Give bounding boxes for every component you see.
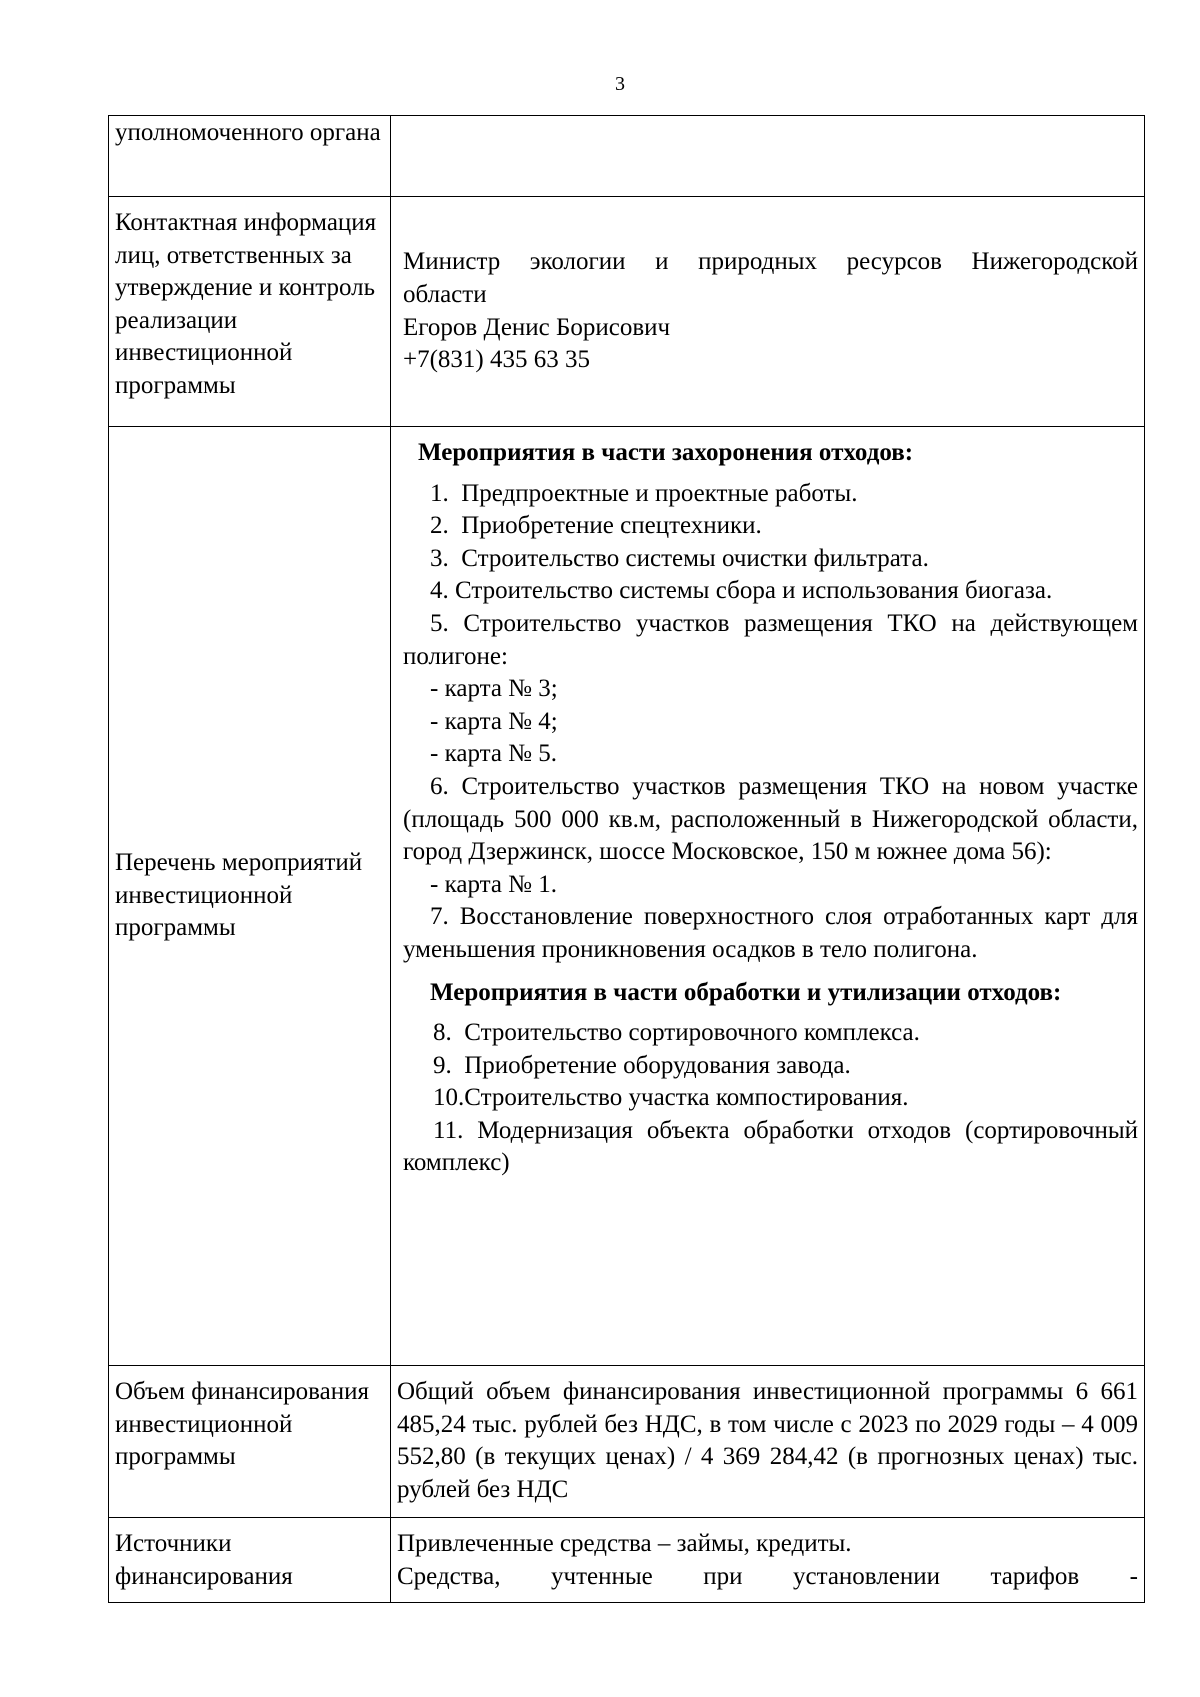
- row-label-cell: [109, 427, 391, 1366]
- section-heading: Мероприятия в части обработки и утилизации отходов:: [430, 978, 1062, 1006]
- section-heading: Мероприятия в части захоронения отходов:: [418, 439, 914, 466]
- list-item: 3. Строительство системы очистки фильтрата.: [430, 544, 929, 572]
- row-content-cell: [391, 427, 1145, 1366]
- table-row: [109, 1366, 1145, 1518]
- list-item: 9. Приобретение оборудования завода.: [433, 1051, 851, 1079]
- row-label-cell: [109, 116, 391, 197]
- list-subitem: - карта № 1.: [430, 870, 558, 898]
- list-subitem: - карта № 4;: [430, 707, 558, 735]
- list-subitem: - карта № 3;: [430, 675, 558, 703]
- list-item: 8. Строительство сортировочного комплекса.: [433, 1019, 920, 1047]
- row-label: Перечень мероприятий инвестиционной программы: [115, 849, 363, 942]
- page-number: 3: [615, 73, 625, 95]
- row-label: Источники финансирования: [115, 1530, 293, 1590]
- contact-line: области: [403, 280, 487, 308]
- row-content-cell: [391, 1518, 1145, 1603]
- list-item: 11. Модернизация объекта обработки отходов (сортировочный комплекс): [403, 1116, 1138, 1177]
- list-item: 4. Строительство системы сбора и использования биогаза.: [430, 577, 1053, 605]
- row-content-cell: [391, 197, 1145, 427]
- contact-line: Егоров Денис Борисович: [403, 313, 671, 341]
- row-label-cell: [109, 197, 391, 427]
- list-item: 10.Строительство участка компостирования.: [433, 1084, 909, 1112]
- table-row: [109, 427, 1145, 1366]
- table-row: [109, 197, 1145, 427]
- contact-line: +7(831) 435 63 35: [403, 346, 590, 374]
- list-item: 7. Восстановление поверхностного слоя отработанных карт для уменьшения проникновения осадков в тело полигона.: [403, 903, 1138, 963]
- row-label: уполномоченного органа: [115, 119, 381, 146]
- contact-line: Министр экологии и природных ресурсов Нижегородской: [403, 248, 1138, 276]
- row-content-cell: [391, 1366, 1145, 1518]
- investment-program-table: [108, 115, 1145, 1603]
- table-row: [109, 1518, 1145, 1603]
- list-item: 2. Приобретение спецтехники.: [430, 512, 762, 540]
- list-item: 6. Строительство участков размещения ТКО на новом участке (площадь 500 000 кв.м, расположенный в Нижегородской области, город Дзержинск, шоссе Московское, 150 м южнее дома 56):: [403, 772, 1138, 866]
- row-label: Объем финансирования инвестиционной программы: [115, 1378, 369, 1471]
- list-item: 5. Строительство участков размещения ТКО на действующем полигоне:: [403, 609, 1138, 670]
- list-subitem: - карта № 5.: [430, 740, 558, 768]
- table-row: [109, 116, 1145, 197]
- row-label-cell: [109, 1366, 391, 1518]
- row-content-line: Привлеченные средства – займы, кредиты.: [397, 1530, 852, 1557]
- row-label: Контактная информация лиц, ответственных за утверждение и контроль реализации инвестиционной программы: [115, 209, 377, 399]
- list-item: 1. Предпроектные и проектные работы.: [430, 479, 858, 507]
- row-content-cell: [391, 116, 1145, 197]
- row-label-cell: [109, 1518, 391, 1603]
- row-content: Общий объем финансирования инвестиционной программы 6 661 485,24 тыс. рублей без НДС, в том числе с 2023 по 2029 годы – 4 009 552,80 (в текущих ценах) / 4 369 284,42 (в прогнозных ценах) тыс. рублей без НДС: [397, 1378, 1138, 1503]
- row-content-line: Средства, учтенные при установлении тарифов -: [397, 1562, 1138, 1590]
